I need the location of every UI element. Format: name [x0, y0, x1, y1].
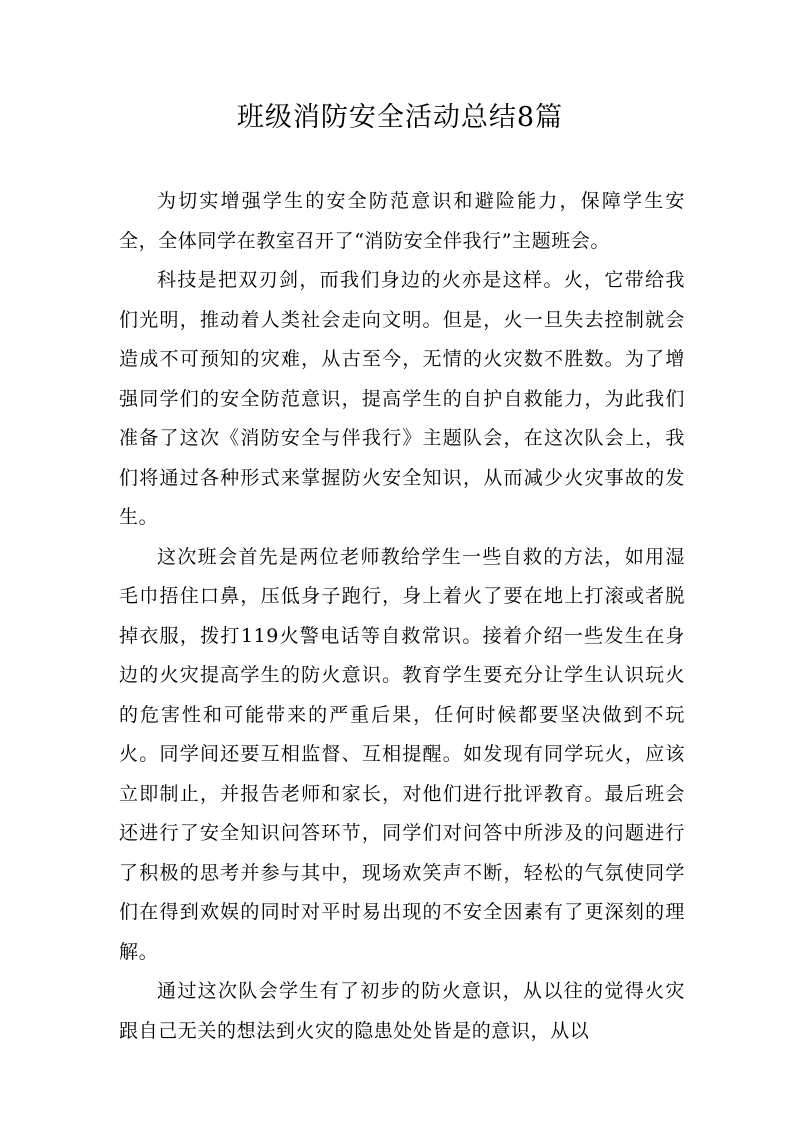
paragraph-2: 科技是把双刃剑，而我们身边的火亦是这样。火，它带给我们光明，推动着人类社会走向文明。但是，火一旦失去控制就会造成不可预知的灾难，从古至今，无情的火灾数不胜数。为了增强同学们的安全防范意识，提高学生的自护自救能力，为此我们准备了这次《消防安全与伴我行》主题队会，在这次队会上，我们将通过各种形式来掌握防火安全知识，从而减少火灾事故的发生。: [119, 269, 685, 528]
paragraph-3: 这次班会首先是两位老师教给学生一些自救的方法，如用湿毛巾捂住口鼻，压低身子跑行，身上着火了要在地上打滚或者脱掉衣服，拨打119火警电话等自救常识。接着介绍一些发生在身边的火灾提高学生的防火意识。教育学生要充分让学生认识玩火的危害性和可能带来的严重后果，任何时候都要坚决做到不玩火。同学间还要互相监督、互相提醒。如发现有同学玩火，应该立即制止，并报告老师和家长，对他们进行批评教育。最后班会还进行了安全知识问答环节，同学们对问答中所涉及的问题进行了积极的思考并参与其中，现场欢笑声不断，轻松的气氛使同学们在得到欢娱的同时对平时易出现的不安全因素有了更深刻的理解。: [119, 545, 685, 963]
paragraph-1: 为切实增强学生的安全防范意识和避险能力，保障学生安全，全体同学在教室召开了“消防安全伴我行”主题班会。: [119, 190, 685, 252]
paragraph-4: 通过这次队会学生有了初步的防火意识，从以往的觉得火灾跟自己无关的想法到火灾的隐患处处皆是的意识，从以: [119, 980, 685, 1042]
document-body: [119, 182, 685, 1051]
document-title: 班级消防安全活动总结8篇: [236, 102, 564, 133]
